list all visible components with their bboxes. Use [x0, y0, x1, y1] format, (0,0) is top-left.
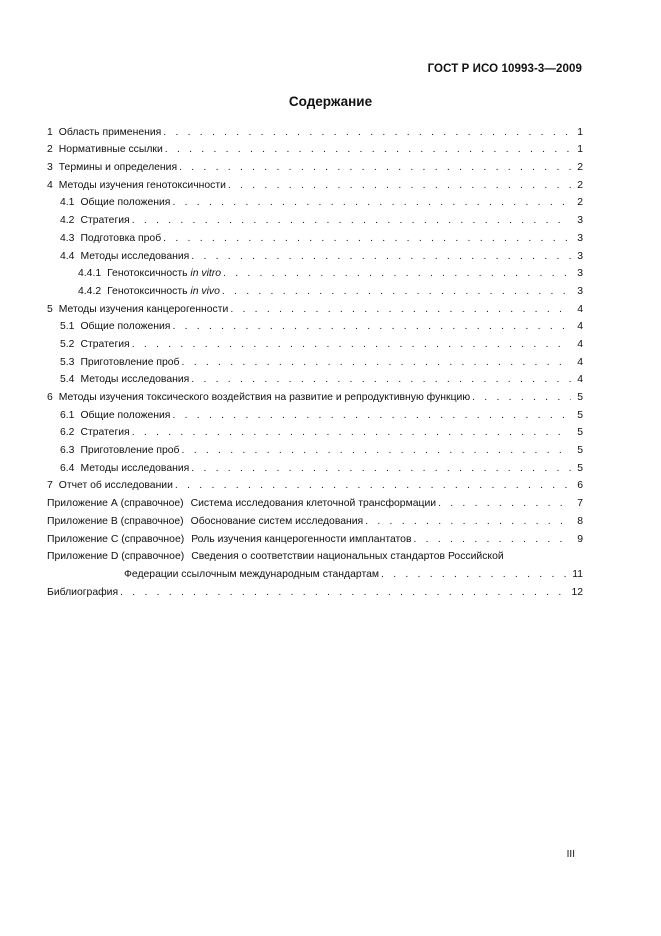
- toc-entry[interactable]: [47, 422, 583, 440]
- toc-entry[interactable]: [47, 546, 583, 564]
- toc-entry-page: 9: [577, 533, 583, 545]
- toc-entry-number: 5.2: [60, 338, 75, 350]
- toc-entry[interactable]: [47, 475, 583, 493]
- toc-entry-number: 6: [47, 392, 53, 403]
- toc-entry-page: 11: [572, 569, 583, 581]
- toc-leader-dots: [438, 498, 571, 510]
- toc-entry-label-text: Генотоксичность: [107, 268, 188, 280]
- toc-entry-label: Стратегия: [80, 338, 130, 350]
- toc-leader-dots: [182, 445, 571, 457]
- toc-entry-number: Приложение А (справочное): [47, 498, 184, 510]
- table-of-contents: [47, 121, 583, 599]
- toc-entry-number: 4.1: [60, 197, 75, 209]
- toc-entry-label: Отчет об исследовании: [58, 480, 173, 492]
- toc-entry-number: 2: [47, 144, 53, 156]
- toc-entry-number: 4.2: [60, 215, 75, 227]
- toc-entry-page: 6: [577, 480, 583, 492]
- toc-entry-page: 4: [577, 338, 583, 350]
- toc-leader-dots: [163, 233, 571, 245]
- toc-leader-dots: [165, 144, 571, 156]
- toc-entry-label: Общие положения: [80, 409, 171, 421]
- toc-entry-label: Федерации ссылочным международным стандартам: [124, 569, 380, 581]
- toc-entry[interactable]: [47, 174, 583, 192]
- page-number: III: [566, 849, 575, 860]
- toc-entry-number: 6.4: [60, 462, 75, 474]
- toc-entry-label-italic: in vivo: [190, 285, 220, 297]
- toc-entry[interactable]: [47, 528, 583, 546]
- toc-entry-number: Приложение D (справочное): [47, 551, 185, 563]
- toc-entry[interactable]: [47, 192, 583, 210]
- toc-entry-label: Методы изучения генотоксичности: [58, 179, 226, 191]
- toc-entry-page: 2: [577, 162, 583, 174]
- toc-entry-page: 5: [577, 392, 583, 403]
- toc-leader-dots: [230, 304, 571, 316]
- toc-entry-number: 5.3: [60, 356, 75, 368]
- toc-leader-dots: [381, 569, 569, 581]
- toc-entry[interactable]: [47, 298, 583, 316]
- toc-entry[interactable]: [47, 245, 583, 263]
- toc-entry[interactable]: [47, 404, 583, 422]
- toc-leader-dots: [413, 534, 571, 546]
- toc-entry-label: Общие положения: [80, 321, 171, 333]
- toc-entry[interactable]: [47, 209, 583, 227]
- toc-entry[interactable]: [47, 316, 583, 334]
- toc-entry[interactable]: [47, 139, 583, 157]
- toc-leader-dots: [172, 410, 571, 422]
- toc-entry-number: 4.4.2: [78, 285, 102, 297]
- toc-entry[interactable]: [47, 386, 583, 404]
- toc-entry-number: 5.4: [60, 374, 75, 386]
- toc-entry[interactable]: [47, 492, 583, 510]
- toc-entry-page: 3: [577, 232, 583, 244]
- toc-entry-label: Стратегия: [80, 427, 130, 439]
- toc-entry[interactable]: [47, 351, 583, 369]
- toc-entry-label: Приготовление проб: [80, 445, 180, 457]
- toc-entry-page: 4: [577, 356, 583, 368]
- toc-entry-page: 3: [577, 268, 583, 280]
- toc-entry[interactable]: [47, 121, 583, 139]
- toc-entry-label-italic: in vitro: [190, 268, 222, 280]
- toc-entry-number: 6.3: [60, 445, 75, 457]
- toc-entry-number: 4.3: [60, 232, 75, 244]
- toc-leader-dots: [179, 162, 571, 174]
- toc-entry-number: 6.1: [60, 409, 75, 421]
- toc-entry-label: Общие положения: [80, 197, 171, 209]
- toc-entry-page: 3: [577, 285, 583, 297]
- toc-entry-label: Подготовка проб: [80, 232, 162, 244]
- toc-entry-page: 3: [577, 250, 583, 262]
- toc-entry-number: Приложение С (справочное): [47, 533, 185, 545]
- toc-entry[interactable]: [47, 156, 583, 174]
- toc-entry-label: Термины и определения: [58, 162, 178, 174]
- toc-entry[interactable]: [47, 333, 583, 351]
- toc-entry-page: 7: [577, 498, 583, 510]
- toc-entry[interactable]: [47, 510, 583, 528]
- toc-entry-page: 2: [577, 197, 583, 209]
- page-header: ГОСТ Р ИСО 10993-3—2009: [427, 63, 582, 75]
- toc-entry-label: Приготовление проб: [80, 356, 180, 368]
- toc-leader-dots: [222, 286, 571, 298]
- toc-entry[interactable]: [47, 369, 583, 387]
- toc-entry-page: 4: [577, 374, 583, 386]
- toc-entry-number: 1: [47, 126, 53, 138]
- toc-leader-dots: [365, 516, 571, 528]
- toc-leader-dots: [132, 339, 571, 351]
- toc-entry-label: Сведения о соответствии национальных стандартов Российской: [191, 551, 504, 563]
- toc-entry-page: 1: [577, 126, 583, 138]
- toc-entry-page: 1: [577, 144, 583, 156]
- toc-entry-number: Приложение В (справочное): [47, 515, 184, 527]
- toc-entry[interactable]: [47, 227, 583, 245]
- toc-entry-number: 5.1: [60, 321, 75, 333]
- toc-entry-number: 6.2: [60, 427, 75, 439]
- toc-entry-label: Роль изучения канцерогенности имплантатов: [191, 533, 412, 545]
- toc-entry-label: Область применения: [58, 126, 162, 138]
- toc-entry[interactable]: [47, 280, 583, 298]
- toc-entry-number: 4.4.1: [78, 268, 102, 280]
- toc-entry-page: 8: [577, 515, 583, 527]
- toc-entry-number: 4: [47, 179, 53, 191]
- toc-leader-dots: [191, 463, 571, 475]
- toc-entry-page: 2: [577, 179, 583, 191]
- toc-entry-label: Методы исследования: [80, 462, 190, 474]
- toc-title: Содержание: [288, 94, 373, 109]
- toc-entry-label: [107, 268, 221, 280]
- toc-leader-dots: [223, 268, 571, 280]
- toc-leader-dots: [172, 197, 571, 209]
- toc-entry-label: Методы изучения токсического воздействия на развитие и репродуктивную функцию: [58, 392, 471, 403]
- toc-leader-dots: [163, 127, 571, 139]
- toc-entry-page: 3: [577, 215, 583, 227]
- toc-entry-page: 5: [577, 445, 583, 457]
- toc-leader-dots: [191, 251, 571, 263]
- toc-leader-dots: [132, 215, 571, 227]
- toc-entry-label: [107, 286, 220, 298]
- toc-entry[interactable]: [47, 581, 583, 599]
- toc-entry-label: Обоснование систем исследования: [190, 515, 364, 527]
- toc-entry-label-text: Генотоксичность: [107, 285, 188, 297]
- toc-leader-dots: [132, 427, 571, 439]
- toc-entry-number: 7: [47, 480, 53, 492]
- toc-entry-number: 4.4: [60, 250, 75, 262]
- toc-entry-page: 12: [571, 586, 583, 598]
- toc-entry-label: Система исследования клеточной трансформации: [190, 498, 437, 510]
- toc-entry-page: 5: [577, 462, 583, 474]
- toc-leader-dots: [472, 392, 571, 404]
- toc-entry-number: 3: [47, 162, 53, 174]
- toc-entry[interactable]: [47, 263, 583, 281]
- toc-entry[interactable]: [47, 457, 583, 475]
- toc-leader-dots: [172, 321, 571, 333]
- toc-entry-label: Нормативные ссылки: [58, 144, 163, 156]
- toc-leader-dots: [228, 180, 571, 192]
- toc-entry-number: 5: [47, 303, 53, 315]
- toc-leader-dots: [182, 357, 571, 369]
- toc-entry-page: 5: [577, 409, 583, 421]
- toc-entry-page: 5: [577, 427, 583, 439]
- toc-leader-dots: [175, 480, 571, 492]
- toc-leader-dots: [191, 374, 571, 386]
- toc-entry-continuation[interactable]: [47, 563, 583, 581]
- toc-entry[interactable]: [47, 439, 583, 457]
- toc-entry-label: Стратегия: [80, 215, 130, 227]
- toc-entry-label: Методы исследования: [80, 250, 190, 262]
- toc-entry-label: Методы исследования: [80, 374, 190, 386]
- toc-entry-label: Методы изучения канцерогенности: [58, 303, 229, 315]
- toc-entry-page: 4: [577, 303, 583, 315]
- toc-entry-page: 4: [577, 321, 583, 333]
- toc-entry-label: Библиография: [47, 586, 119, 598]
- toc-leader-dots: [120, 587, 568, 599]
